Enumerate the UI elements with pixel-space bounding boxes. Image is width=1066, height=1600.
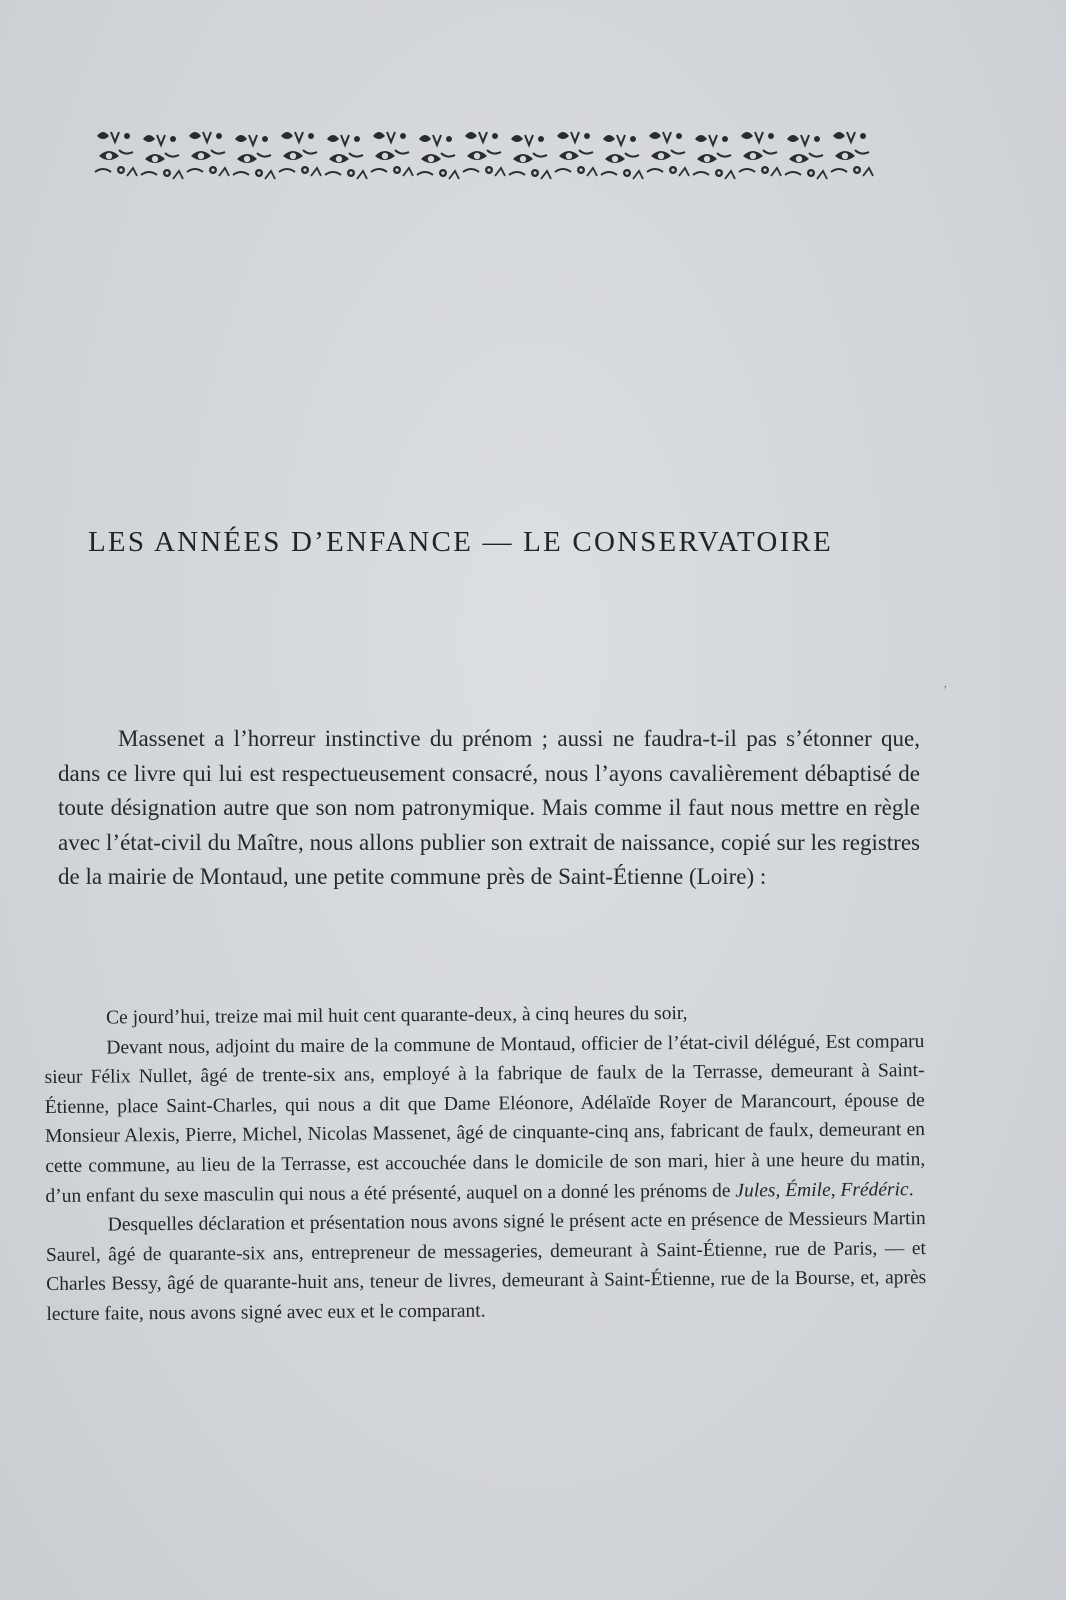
frieze-motif (509, 135, 551, 179)
frieze-motif (831, 132, 873, 176)
given-names: Jules, Émile, Frédéric (735, 1178, 909, 1202)
frieze-motif (647, 132, 689, 176)
extract-p2-text: Devant nous, adjoint du maire de la commune de Montaud, officier de l’état-civil délégué, Est comparu sieur Félix Nullet, âgé de trente-six ans, employé à la fabrique de faulx de la Terrasse, demeurant à Saint-Étienne, place Saint-Charles, qui nous a dit que Dame Eléonore, Adélaïde Royer de Marancourt, épouse de Monsieur Alexis, Pierre, Michel, Nicolas Massenet, âgé de cinquante-cinq ans, fabricant de faulx, demeurant en cette commune, au lieu de la Terrasse, est accouchée dans le domicile de son mari, hier à une heure du matin, d’un enfant du sexe masculin qui nous a été présenté, auquel on a donné les prénoms de (44, 1030, 926, 1207)
frieze-motif (325, 135, 367, 179)
extract-paragraph-3: Desquelles déclaration et présentation nous avons signé le présent acte en présence de Messieurs Martin Saurel, âgé de quarante-six ans, entrepreneur de messageries, demeurant à Saint-Étienne, rue de Paris, — et Charles Bessy, âgé de quarante-huit ans, teneur de livres, demeurant à Saint-Étienne, rue de la Bourse, et, après lecture faite, nous avons signé avec eux et le comparant. (45, 1208, 927, 1325)
intro-text: Massenet a l’horreur instinctive du prénom ; aussi ne faudra-t-il pas s’étonner que, dans ce livre qui lui est respectueusement consacré, nous l’ayons cavalièrement débaptisé de toute désignation autre que son nom patronymique. Mais comme il faut nous mettre en règle avec l’état-civil du Maître, nous allons publier son extrait de naissance, copié sur les registres de la mairie de Montaud, une petite commune près de Saint-Étienne (Loire) : (58, 726, 920, 890)
frieze-motif (785, 135, 827, 179)
frieze-motif (187, 132, 229, 176)
birth-certificate-extract (44, 997, 927, 1329)
frieze-motif (233, 135, 275, 179)
frieze-motif (95, 132, 137, 176)
extract-paragraph-1: Ce jourd’hui, treize mai mil huit cent quarante-deux, à cinq heures du soir, (106, 1002, 688, 1029)
frieze-motif (693, 135, 735, 179)
extract-paragraph-2 (44, 1027, 925, 1211)
frieze-motif (371, 132, 413, 176)
extract-p2-end: . (908, 1178, 914, 1200)
frieze-motif (739, 132, 781, 176)
frieze-motif (279, 132, 321, 176)
intro-paragraph (58, 722, 920, 895)
frieze-motif (141, 135, 183, 179)
frieze-motif (555, 132, 597, 176)
ink-speck: , (944, 679, 947, 690)
frieze-motif (463, 132, 505, 176)
floral-frieze-icon (93, 126, 891, 188)
chapter-title: LES ANNÉES D’ENFANCE — LE CONSERVATOIRE (88, 526, 833, 558)
frieze-motif (417, 135, 459, 179)
frieze-motif (601, 135, 643, 179)
